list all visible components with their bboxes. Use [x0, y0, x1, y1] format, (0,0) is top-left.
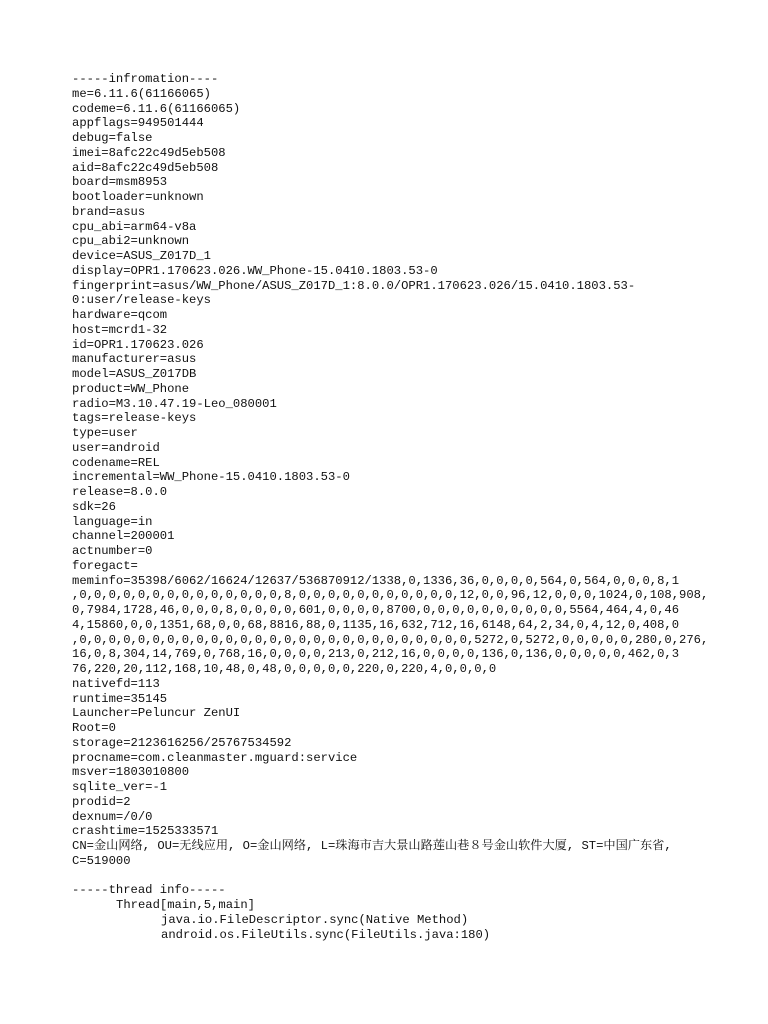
info-line: sqlite_ver=-1 — [72, 780, 168, 794]
info-line: cpu_abi2=unknown — [72, 234, 190, 249]
section-spacer — [72, 869, 700, 884]
thread-section-header: -----thread info----- — [72, 883, 226, 898]
crash-report-document — [72, 72, 709, 942]
info-line: aid=8afc22c49d5eb508 — [72, 160, 219, 175]
info-line: incremental=WW_Phone-15.0410.1803.53-0 — [72, 470, 350, 485]
info-line: user=android — [72, 440, 160, 455]
stack-frame: android.os.FileUtils.sync(FileUtils.java:180) — [161, 927, 491, 942]
info-line: Root=0 — [72, 721, 116, 735]
info-line: nativefd=113 — [72, 676, 160, 691]
info-line: device=ASUS_Z017D_1 — [72, 249, 211, 263]
info-line: C=519000 — [72, 853, 131, 868]
info-line: board=msm8953 — [72, 175, 168, 190]
information-section-header: -----infromation---- — [72, 72, 219, 86]
info-line: 76,220,20,112,168,10,48,0,48,0,0,0,0,0,220,0,220,4,0,0,0,0 — [72, 662, 497, 676]
info-line: model=ASUS_Z017DB — [72, 367, 197, 381]
info-line: sdk=26 — [72, 499, 116, 514]
info-line: procname=com.cleanmaster.mguard:service — [72, 750, 358, 765]
info-line: product=WW_Phone — [72, 381, 190, 396]
info-line: hardware=qcom — [72, 308, 168, 322]
info-line: meminfo=35398/6062/16624/12637/536870912/1338,0,1336,36,0,0,0,0,564,0,564,0,0,0,8,1 — [72, 573, 680, 588]
info-line: 16,0,8,304,14,769,0,768,16,0,0,0,0,213,0,212,16,0,0,0,0,136,0,136,0,0,0,0,0,462,0,3 — [72, 647, 680, 662]
info-line: runtime=35145 — [72, 691, 168, 706]
info-line: actnumber=0 — [72, 544, 153, 558]
info-line: ,0,0,0,0,0,0,0,0,0,0,0,0,0,0,0,0,0,0,0,0,0,0,0,0,0,0,0,5272,0,5272,0,0,0,0,0,280,0,276, — [72, 632, 709, 647]
info-line: codeme=6.11.6(61166065) — [72, 101, 241, 116]
info-line: release=8.0.0 — [72, 485, 168, 499]
info-line: Launcher=Peluncur ZenUI — [72, 706, 241, 721]
info-line: foregact= — [72, 558, 138, 573]
info-line: codename=REL — [72, 455, 160, 470]
info-line: msver=1803010800 — [72, 765, 190, 780]
info-line: ,0,0,0,0,0,0,0,0,0,0,0,0,0,0,8,0,0,0,0,0,0,0,0,0,0,0,12,0,0,96,12,0,0,0,1024,0,108,908, — [72, 588, 709, 603]
info-line: dexnum=/0/0 — [72, 809, 153, 824]
stack-trace — [72, 913, 700, 943]
info-line: type=user — [72, 426, 138, 440]
stack-frame: java.io.FileDescriptor.sync(Native Method) — [161, 912, 469, 927]
info-line: 0:user/release-keys — [72, 293, 211, 308]
info-line: channel=200001 — [72, 529, 175, 544]
info-line: 4,15860,0,0,1351,68,0,0,68,8816,88,0,1135,16,632,712,16,6148,64,2,34,0,4,12,0,408,0 — [72, 617, 680, 632]
thread-line: Thread[main,5,main] — [116, 898, 255, 912]
information-lines — [72, 86, 709, 869]
info-line: imei=8afc22c49d5eb508 — [72, 145, 226, 160]
info-line: me=6.11.6(61166065) — [72, 86, 211, 101]
info-line: CN=金山网络, OU=无线应用, O=金山网络, L=珠海市吉大景山路莲山巷８号金山软件大厦, ST=中国广东省, — [72, 839, 672, 853]
info-line: language=in — [72, 514, 153, 529]
info-line: host=mcrd1-32 — [72, 322, 168, 337]
info-line: 0,7984,1728,46,0,0,0,8,0,0,0,0,601,0,0,0,0,8700,0,0,0,0,0,0,0,0,0,0,5564,464,4,0,46 — [72, 603, 680, 617]
info-line: fingerprint=asus/WW_Phone/ASUS_Z017D_1:8.0.0/OPR1.170623.026/15.0410.1803.53- — [72, 278, 636, 293]
info-line: debug=false — [72, 131, 153, 145]
info-line: tags=release-keys — [72, 411, 197, 426]
info-line: id=OPR1.170623.026 — [72, 337, 204, 352]
info-line: appflags=949501444 — [72, 116, 204, 131]
info-line: bootloader=unknown — [72, 190, 204, 204]
info-line: storage=2123616256/25767534592 — [72, 735, 292, 750]
info-line: crashtime=1525333571 — [72, 824, 219, 839]
info-line: manufacturer=asus — [72, 352, 197, 367]
info-line: cpu_abi=arm64-v8a — [72, 219, 197, 234]
info-line: display=OPR1.170623.026.WW_Phone-15.0410.1803.53-0 — [72, 263, 438, 278]
info-line: prodid=2 — [72, 794, 131, 809]
info-line: brand=asus — [72, 204, 146, 219]
info-line: radio=M3.10.47.19-Leo_080001 — [72, 396, 277, 411]
